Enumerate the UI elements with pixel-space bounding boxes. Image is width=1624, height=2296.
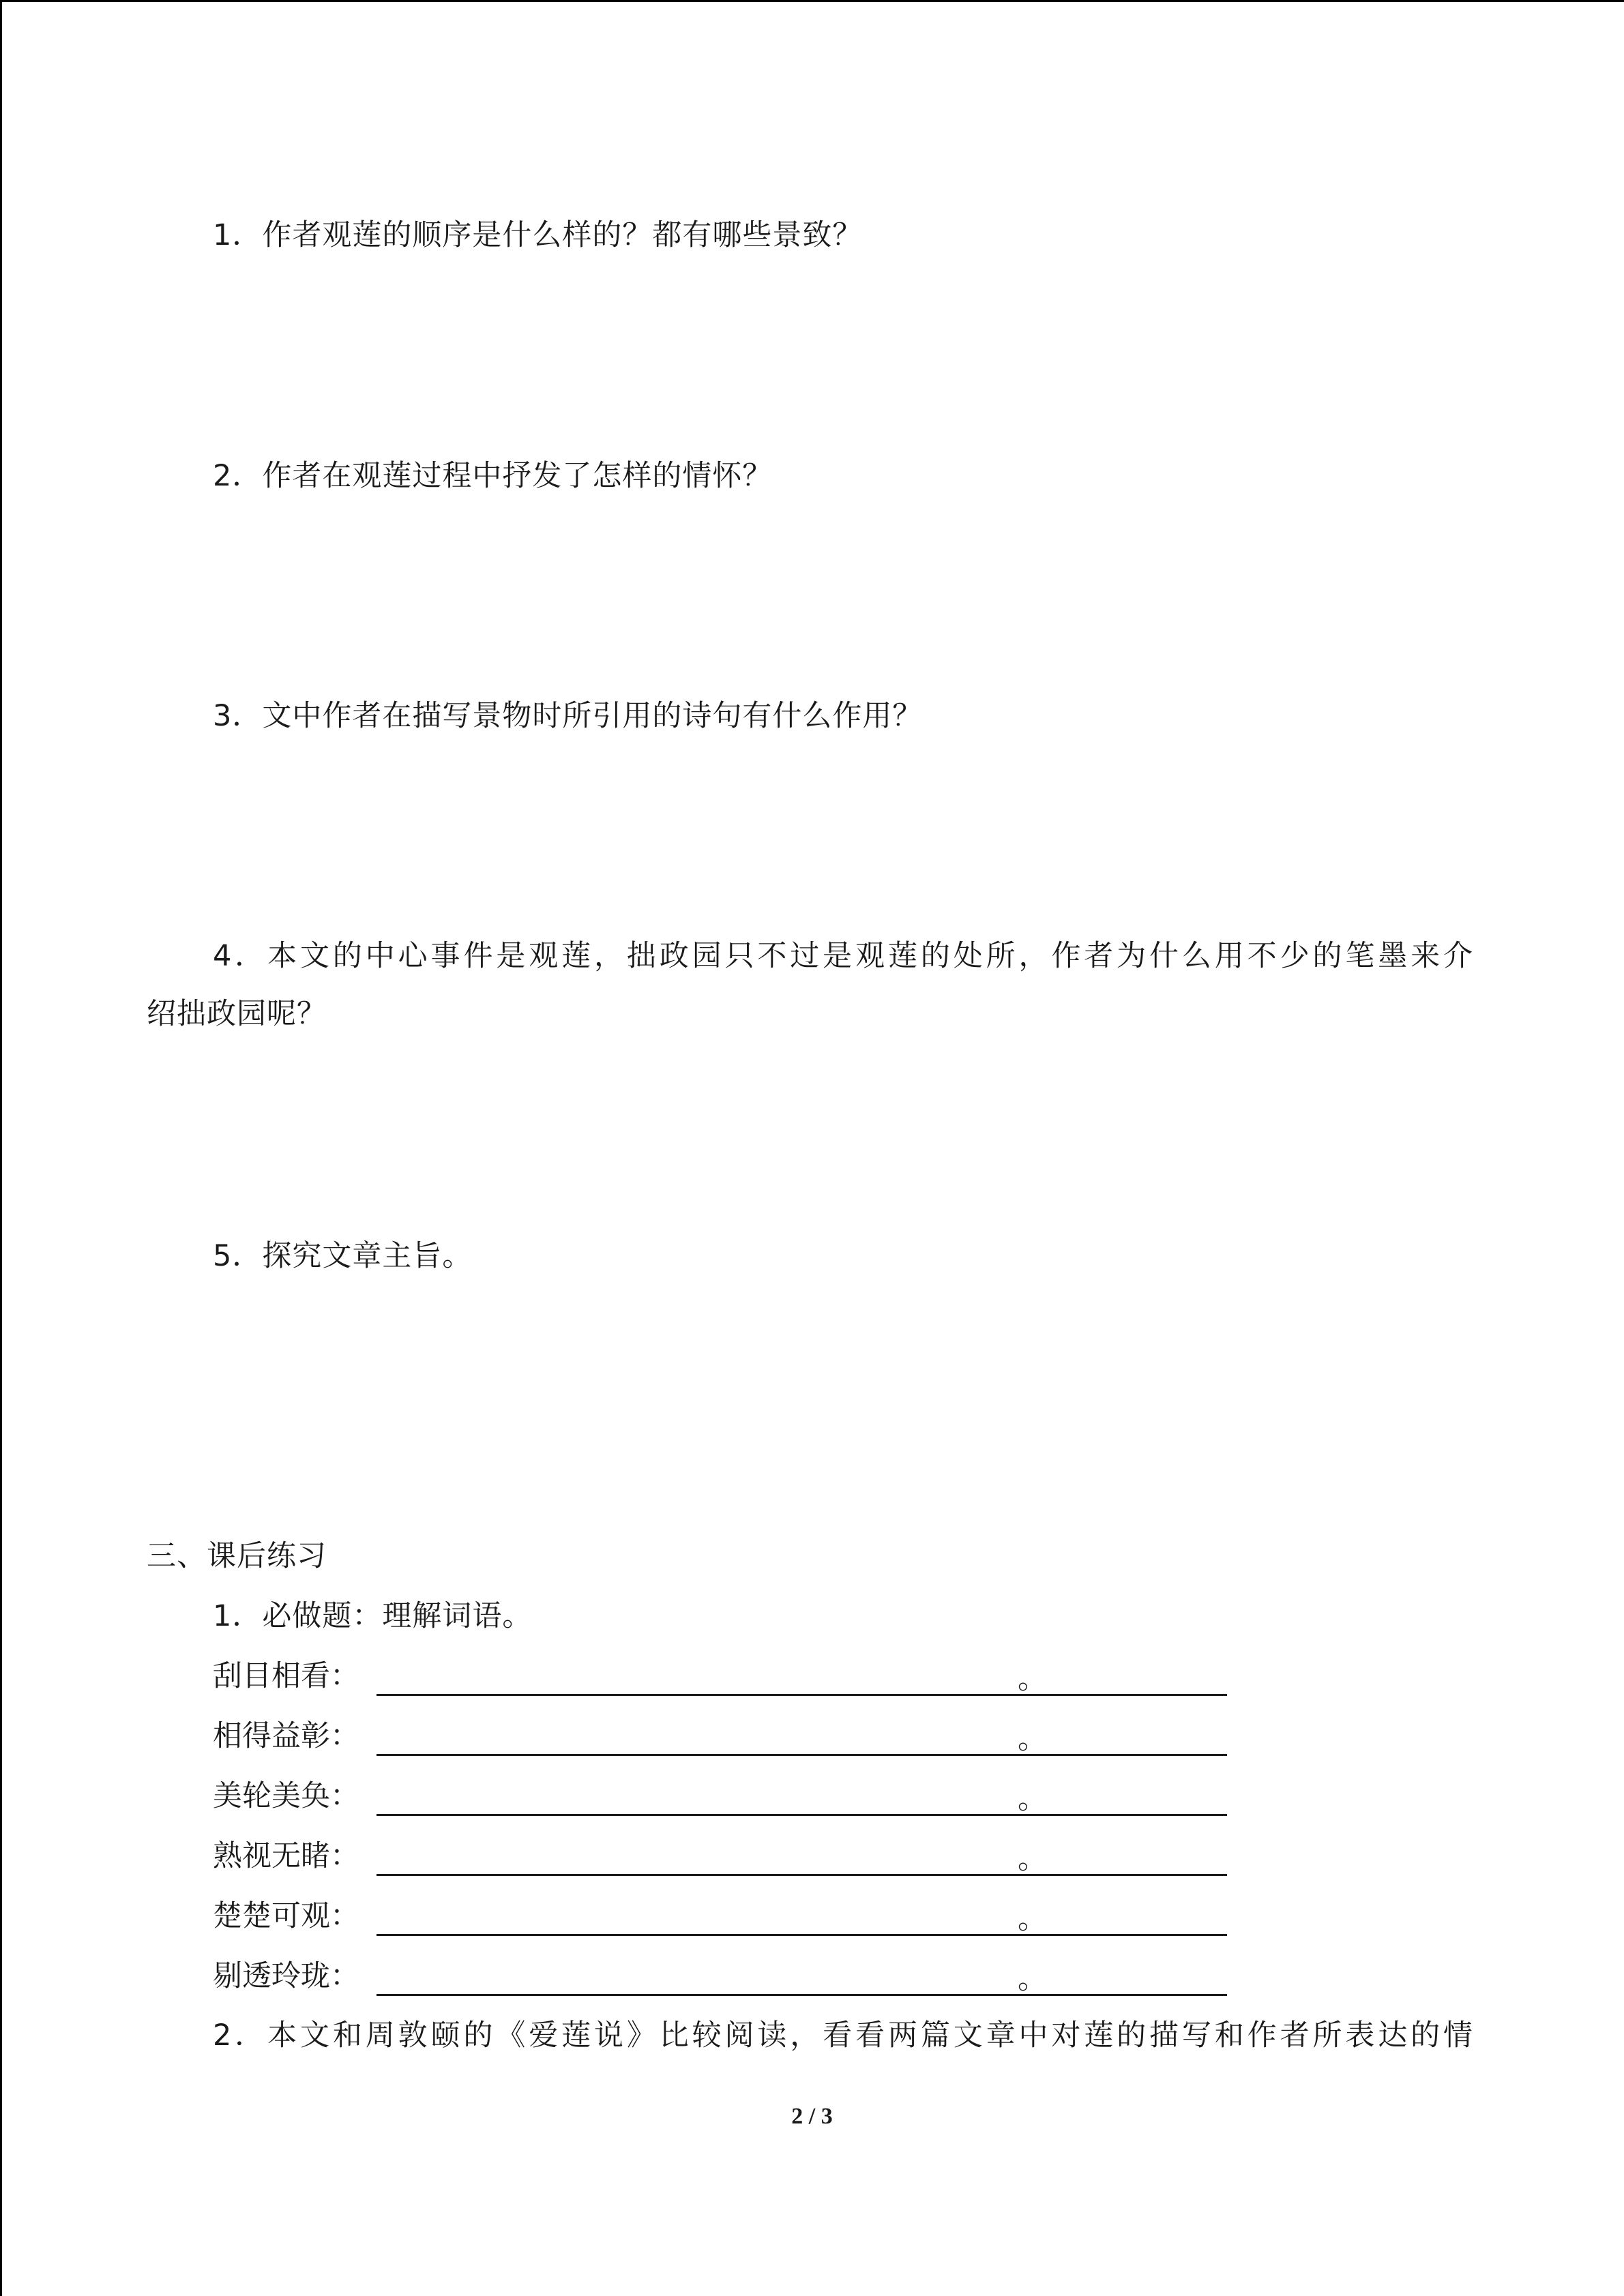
page-number: 2 / 3: [791, 2104, 833, 2129]
section-title: 三、课后练习: [147, 1539, 327, 1573]
term-label: 剔透玲珑：: [213, 1959, 359, 1993]
term-period: 。: [1018, 1662, 1047, 1696]
term-period: 。: [1018, 1962, 1047, 1996]
answer-blank[interactable]: [377, 1754, 1227, 1756]
question-2: 2．作者在观莲过程中抒发了怎样的情怀？: [213, 459, 773, 493]
term-label: 楚楚可观：: [213, 1899, 359, 1933]
term-period: 。: [1018, 1782, 1047, 1816]
term-period: 。: [1018, 1722, 1047, 1756]
question-4-line-1: 4．本文的中心事件是观莲，拙政园只不过是观莲的处所，作者为什么用不少的笔墨来介: [213, 939, 1473, 973]
answer-blank[interactable]: [377, 1814, 1227, 1816]
term-period: 。: [1018, 1902, 1047, 1936]
term-label: 刮目相看：: [213, 1659, 359, 1693]
term-period: 。: [1018, 1842, 1047, 1876]
page-border-left: [0, 0, 2, 2296]
term-label: 美轮美奂：: [213, 1779, 359, 1813]
question-4-line-2: 绍拙政园呢？: [147, 997, 327, 1031]
exercise-2-text: 2．本文和周敦颐的《爱莲说》比较阅读，看看两篇文章中对莲的描写和作者所表达的情: [213, 2018, 1473, 2053]
answer-blank[interactable]: [377, 1694, 1227, 1696]
answer-blank[interactable]: [377, 1934, 1227, 1936]
answer-blank[interactable]: [377, 1994, 1227, 1996]
answer-blank[interactable]: [377, 1874, 1227, 1876]
exercise-1-title: 1．必做题：理解词语。: [213, 1599, 533, 1633]
term-label: 相得益彰：: [213, 1719, 359, 1753]
question-1: 1．作者观莲的顺序是什么样的？都有哪些景致？: [213, 218, 863, 252]
question-3: 3．文中作者在描写景物时所引用的诗句有什么作用？: [213, 699, 923, 733]
question-5: 5．探究文章主旨。: [213, 1239, 473, 1273]
page-border-top: [0, 0, 1624, 2]
term-label: 熟视无睹：: [213, 1839, 359, 1873]
